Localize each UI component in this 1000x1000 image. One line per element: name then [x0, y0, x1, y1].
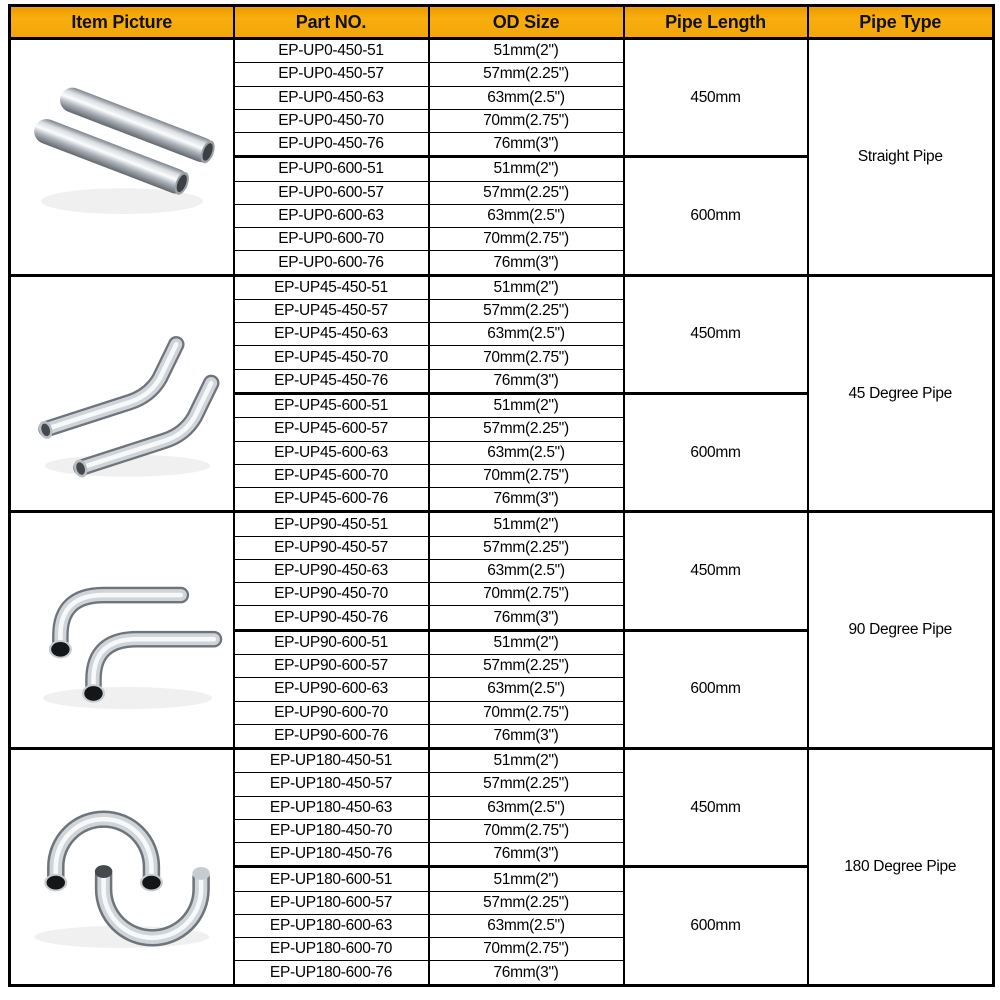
od-size-cell: 70mm(2.75") — [429, 701, 624, 724]
od-size-cell: 70mm(2.75") — [429, 346, 624, 369]
od-size-cell: 51mm(2") — [429, 39, 624, 63]
od-size-cell: 57mm(2.25") — [429, 181, 624, 204]
part-no-cell: EP-UP90-600-57 — [234, 655, 429, 678]
od-size-cell: 63mm(2.5") — [429, 796, 624, 819]
part-no-cell: EP-UP0-450-70 — [234, 109, 429, 132]
pipe-type-cell: Straight Pipe — [808, 39, 994, 276]
od-size-cell: 57mm(2.25") — [429, 655, 624, 678]
od-size-cell: 70mm(2.75") — [429, 819, 624, 842]
od-size-cell: 76mm(3") — [429, 606, 624, 630]
part-no-cell: EP-UP90-450-51 — [234, 512, 429, 536]
part-no-cell: EP-UP90-600-70 — [234, 701, 429, 724]
part-no-cell: EP-UP0-600-57 — [234, 181, 429, 204]
pipe-length-cell: 450mm — [624, 749, 808, 867]
od-size-cell: 57mm(2.25") — [429, 299, 624, 322]
od-size-cell: 76mm(3") — [429, 251, 624, 275]
part-no-cell: EP-UP90-600-76 — [234, 724, 429, 748]
table-row — [10, 749, 994, 773]
part-no-cell: EP-UP90-450-57 — [234, 536, 429, 559]
od-size-cell: 51mm(2") — [429, 630, 624, 654]
pipe-length-cell: 450mm — [624, 39, 808, 157]
pipe-type-cell: 180 Degree Pipe — [808, 749, 994, 986]
part-no-cell: EP-UP90-600-63 — [234, 678, 429, 701]
header-od-size: OD Size — [429, 6, 624, 39]
od-size-cell: 63mm(2.5") — [429, 204, 624, 227]
part-no-cell: EP-UP180-600-63 — [234, 914, 429, 937]
part-no-cell: EP-UP180-600-76 — [234, 961, 429, 986]
table-row — [10, 512, 994, 536]
part-no-cell: EP-UP90-450-63 — [234, 559, 429, 582]
od-size-cell: 63mm(2.5") — [429, 441, 624, 464]
part-no-cell: EP-UP90-600-51 — [234, 630, 429, 654]
od-size-cell: 76mm(3") — [429, 369, 624, 393]
pipe-length-cell: 600mm — [624, 630, 808, 748]
od-size-cell: 76mm(3") — [429, 133, 624, 157]
header-item-picture: Item Picture — [10, 6, 234, 39]
od-size-cell: 70mm(2.75") — [429, 109, 624, 132]
item-picture-cell — [10, 275, 234, 512]
pipe-length-cell: 600mm — [624, 867, 808, 986]
part-no-cell: EP-UP0-450-57 — [234, 63, 429, 86]
table-body — [10, 39, 994, 986]
part-no-cell: EP-UP45-450-70 — [234, 346, 429, 369]
item-picture-cell — [10, 749, 234, 986]
pipe-length-cell: 450mm — [624, 275, 808, 393]
part-no-cell: EP-UP90-450-70 — [234, 583, 429, 606]
od-size-cell: 57mm(2.25") — [429, 891, 624, 914]
part-no-cell: EP-UP45-450-57 — [234, 299, 429, 322]
table-header — [10, 6, 994, 39]
part-no-cell: EP-UP180-600-57 — [234, 891, 429, 914]
part-no-cell: EP-UP180-450-57 — [234, 773, 429, 796]
od-size-cell: 51mm(2") — [429, 867, 624, 891]
part-no-cell: EP-UP0-600-51 — [234, 157, 429, 181]
part-no-cell: EP-UP45-600-51 — [234, 394, 429, 418]
od-size-cell: 57mm(2.25") — [429, 536, 624, 559]
od-size-cell: 76mm(3") — [429, 724, 624, 748]
od-size-cell: 70mm(2.75") — [429, 228, 624, 251]
part-no-cell: EP-UP0-600-76 — [234, 251, 429, 275]
od-size-cell: 51mm(2") — [429, 749, 624, 773]
od-size-cell: 76mm(3") — [429, 961, 624, 986]
part-no-cell: EP-UP45-450-51 — [234, 275, 429, 299]
90-degree-pipe-image — [11, 513, 233, 747]
item-picture-cell — [10, 39, 234, 276]
part-no-cell: EP-UP180-450-51 — [234, 749, 429, 773]
od-size-cell: 76mm(3") — [429, 488, 624, 512]
od-size-cell: 70mm(2.75") — [429, 583, 624, 606]
od-size-cell: 63mm(2.5") — [429, 559, 624, 582]
part-no-cell: EP-UP45-600-70 — [234, 464, 429, 487]
od-size-cell: 57mm(2.25") — [429, 418, 624, 441]
header-pipe-length: Pipe Length — [624, 6, 808, 39]
header-pipe-type: Pipe Type — [808, 6, 994, 39]
od-size-cell: 76mm(3") — [429, 843, 624, 867]
part-no-cell: EP-UP180-600-70 — [234, 938, 429, 961]
od-size-cell: 63mm(2.5") — [429, 323, 624, 346]
pipe-length-cell: 450mm — [624, 512, 808, 630]
od-size-cell: 70mm(2.75") — [429, 464, 624, 487]
od-size-cell: 51mm(2") — [429, 512, 624, 536]
pipe-spec-table — [8, 4, 995, 987]
header-row — [10, 6, 994, 39]
table-row — [10, 275, 994, 299]
od-size-cell: 63mm(2.5") — [429, 678, 624, 701]
part-no-cell: EP-UP90-450-76 — [234, 606, 429, 630]
od-size-cell: 51mm(2") — [429, 157, 624, 181]
part-no-cell: EP-UP0-450-63 — [234, 86, 429, 109]
od-size-cell: 70mm(2.75") — [429, 938, 624, 961]
180-degree-pipe-image — [11, 750, 233, 984]
45-degree-pipe-image — [11, 277, 233, 511]
od-size-cell: 51mm(2") — [429, 394, 624, 418]
part-no-cell: EP-UP0-450-76 — [234, 133, 429, 157]
pipe-type-cell: 45 Degree Pipe — [808, 275, 994, 512]
pipe-length-cell: 600mm — [624, 394, 808, 512]
part-no-cell: EP-UP180-450-76 — [234, 843, 429, 867]
od-size-cell: 63mm(2.5") — [429, 914, 624, 937]
part-no-cell: EP-UP180-600-51 — [234, 867, 429, 891]
straight-pipe-image — [11, 40, 233, 274]
part-no-cell: EP-UP45-450-63 — [234, 323, 429, 346]
part-no-cell: EP-UP45-600-63 — [234, 441, 429, 464]
item-picture-cell — [10, 512, 234, 749]
od-size-cell: 57mm(2.25") — [429, 773, 624, 796]
part-no-cell: EP-UP45-450-76 — [234, 369, 429, 393]
header-part-no: Part NO. — [234, 6, 429, 39]
part-no-cell: EP-UP180-450-63 — [234, 796, 429, 819]
pipe-length-cell: 600mm — [624, 157, 808, 275]
part-no-cell: EP-UP45-600-76 — [234, 488, 429, 512]
part-no-cell: EP-UP0-600-63 — [234, 204, 429, 227]
pipe-type-cell: 90 Degree Pipe — [808, 512, 994, 749]
part-no-cell: EP-UP180-450-70 — [234, 819, 429, 842]
part-no-cell: EP-UP0-600-70 — [234, 228, 429, 251]
table-row — [10, 39, 994, 63]
od-size-cell: 51mm(2") — [429, 275, 624, 299]
od-size-cell: 57mm(2.25") — [429, 63, 624, 86]
part-no-cell: EP-UP45-600-57 — [234, 418, 429, 441]
part-no-cell: EP-UP0-450-51 — [234, 39, 429, 63]
od-size-cell: 63mm(2.5") — [429, 86, 624, 109]
